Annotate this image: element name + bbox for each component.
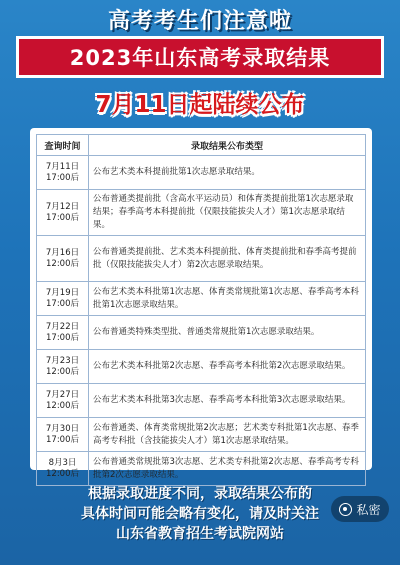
table-row [37,350,366,384]
row-description: 公布普通类提前批、艺术类本科提前批、体育类提前批和春季高考提前批（仅限技能拔尖人才）第2次志愿录取结果。 [89,236,366,282]
row-time: 17:00后 [46,298,79,309]
column-header-time: 查询时间 [37,135,89,156]
row-date: 7月27日 [45,389,80,400]
row-description: 公布艺术类本科批第2次志愿、春季高考本科批第2次志愿录取结果。 [89,350,366,384]
row-date-cell [37,316,89,350]
row-description: 公布普通类特殊类型批、普通类常规批第1次志愿录取结果。 [89,316,366,350]
row-date: 7月23日 [45,355,80,366]
row-date-cell [37,418,89,452]
row-time: 17:00后 [46,212,79,223]
row-description: 公布普通类提前批（含高水平运动员）和体育类提前批第1次志愿录取结果；春季高考本科提前批（仅限技能拔尖人才）第1次志愿录取结果。 [89,190,366,236]
table-row [37,156,366,190]
table-row [37,384,366,418]
caption-line: 根据录取进度不同，录取结果公布的 [88,486,312,502]
row-date-cell [37,156,89,190]
row-date: 7月22日 [45,321,80,332]
row-date: 7月30日 [45,423,80,434]
row-time: 17:00后 [46,172,79,183]
row-date-cell [37,350,89,384]
schedule-table [36,134,366,486]
row-description: 公布艺术类本科批第1次志愿、体育类常规批第1次志愿、春季高考本科批第1次志愿录取结果。 [89,282,366,316]
row-description: 公布艺术类本科批第3次志愿、春季高考本科批第3次志愿录取结果。 [89,384,366,418]
table-row [37,190,366,236]
row-time: 17:00后 [46,434,79,445]
caption-line: 山东省教育招生考试院网站 [116,526,284,542]
row-description: 公布普通类常规批第3次志愿、艺术类专科批第2次志愿、春季高考专科批第2次志愿录取结果。 [89,452,366,486]
private-message-label: 私密 [356,502,381,517]
table-row [37,282,366,316]
table-row [37,452,366,486]
row-date-cell [37,384,89,418]
row-time: 17:00后 [46,332,79,343]
row-date: 8月3日 [48,457,77,468]
title-banner [16,36,384,78]
lock-icon [339,503,352,516]
row-time: 12:00后 [46,366,79,377]
row-date: 7月19日 [45,287,80,298]
row-time: 12:00后 [46,468,79,479]
row-date-cell [37,190,89,236]
row-date: 7月12日 [45,201,80,212]
row-description: 公布普通类、体育类常规批第2次志愿；艺术类专科批第1次志愿、春季高考专科批（含技能拔尖人才）第1次志愿录取结果。 [89,418,366,452]
table-body [37,156,366,486]
table-row [37,236,366,282]
row-date-cell [37,452,89,486]
row-date-cell [37,282,89,316]
headline-date: 7月11日起陆续公布 [95,92,305,118]
column-header-type: 录取结果公布类型 [89,135,366,156]
private-message-button[interactable] [331,496,389,522]
row-time: 12:00后 [46,400,79,411]
table-row [37,316,366,350]
row-description: 公布艺术类本科提前批第1次志愿录取结果。 [89,156,366,190]
banner-title: 2023年山东高考录取结果 [69,46,331,70]
row-date: 7月16日 [45,247,80,258]
table-row [37,418,366,452]
headline-top: 高考考生们注意啦 [107,9,292,34]
row-date: 7月11日 [45,161,80,172]
caption-line: 具体时间可能会略有变化，请及时关注 [81,506,319,522]
schedule-card [30,128,372,480]
table-header-row [37,135,366,156]
row-time: 12:00后 [46,258,79,269]
row-date-cell [37,236,89,282]
